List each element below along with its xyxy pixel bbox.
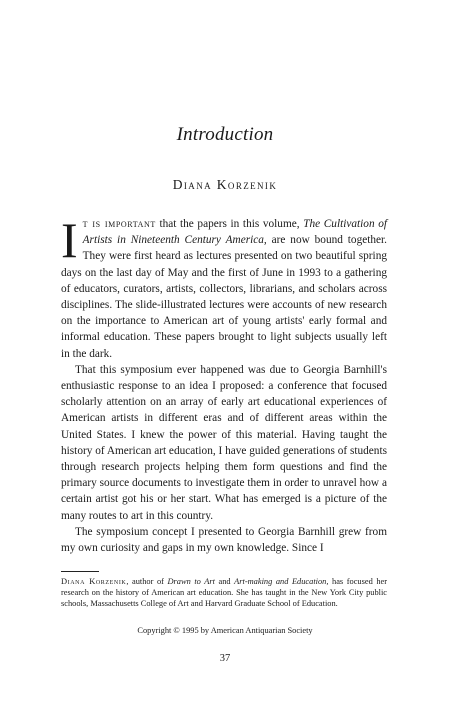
drop-cap: I [61,212,78,268]
volume-title: The Cultivation of Artists in Nineteenth Century America, [82,218,388,247]
chapter-title: Introduction [176,124,274,145]
paragraph-1-text-b: are now bound together. They were first heard as lectures presented on two beautiful spring days on the last day of May and the first of June in 1993 to a gathering of educators, curators, artists, collectors, librarians, and scholars across disciplines. The slide-illustrated lectures were accounts of new research on the importance to American art of young artists' early formal and informal education. These papers brought to light subjects usually left in the dark. [61,234,387,360]
footnote-book-1: Drawn to Art [167,577,215,586]
paragraph-1 [61,212,388,362]
copyright-notice: Copyright © 1995 by American Antiquarian Society [137,626,313,635]
paragraph-1-text-a: that the papers in this volume, [155,218,304,230]
footnote-text-a: , author of [126,577,168,586]
body-text [61,212,388,556]
footnote-text-c: has focused her research on the history of American art education. She has taught in the New York City public schools, Massachusetts College of Art and Harvard Graduate School of Education. [61,577,388,608]
footnote-text-b: and [214,577,235,586]
chapter-author: Diana Korzenik [172,177,278,192]
author-footnote [61,576,387,609]
footnote-rule [61,571,99,572]
opening-smallcaps: t is important [82,218,156,230]
paragraph-3: The symposium concept I presented to Georgia Barnhill grew from my own curiosity and gaps in my own knowledge. Since I [61,525,387,555]
page-number: 37 [219,653,231,664]
paragraph-2: That this symposium ever happened was due to Georgia Barnhill's enthusiastic response to an idea I proposed: a conference that focused scholarly attention on an array of early art educational experiences of American artists in different eras and of different areas within the United States. I knew the power of this material. Having taught the history of American art education, I have guided generations of students through research projects helping them form questions and find the primary source documents to investigate them in order to unravel how a certain artist got his or her start. What has emerged is a picture of the many routes to art in this country. [61,363,387,522]
footnote-book-2: Art-making and Education, [234,577,329,586]
footnote-author-name: Diana Korzenik [61,577,127,586]
